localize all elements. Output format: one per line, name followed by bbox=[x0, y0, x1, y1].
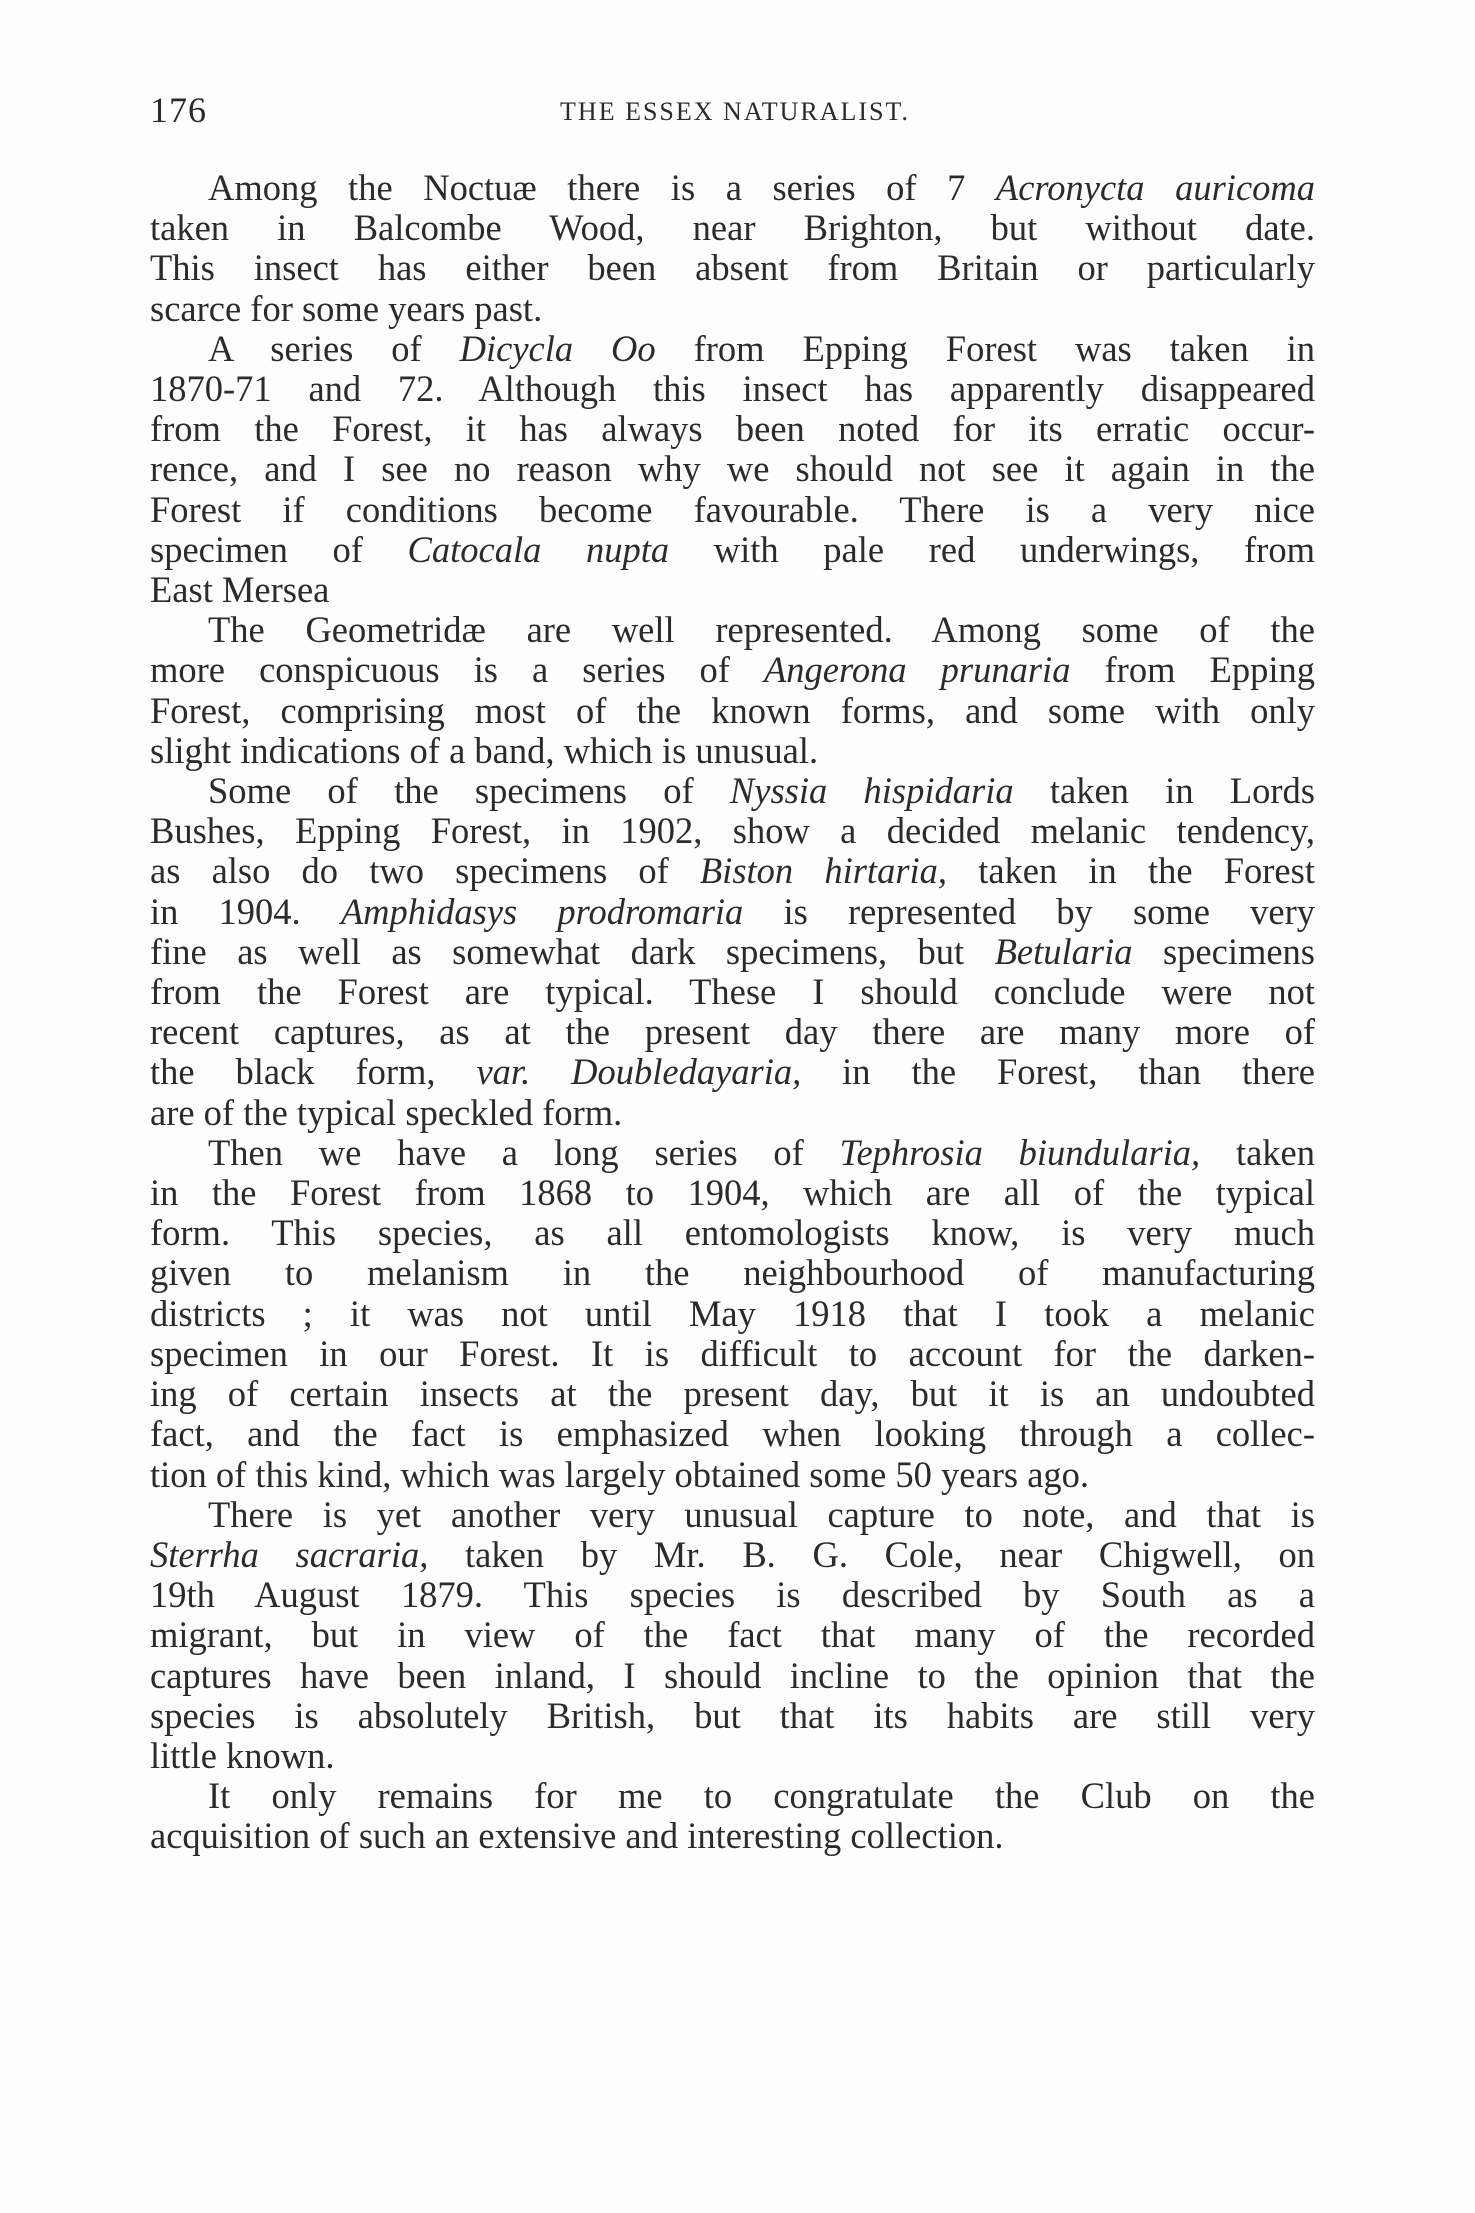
text-run: tion of this kind, which was largely obtained some 50 years ago. bbox=[150, 1453, 1090, 1495]
text-line bbox=[150, 168, 1315, 208]
text-line bbox=[150, 1495, 1315, 1535]
text-run: taken in Lords bbox=[1013, 770, 1315, 812]
text-run: the black form, bbox=[150, 1051, 477, 1093]
italic-name: Tephrosia biundularia, bbox=[839, 1131, 1201, 1173]
text-line bbox=[150, 811, 1315, 851]
text-line bbox=[150, 1736, 1315, 1776]
text-line bbox=[150, 972, 1315, 1012]
text-line bbox=[150, 1294, 1315, 1334]
text-run: little known. bbox=[150, 1734, 335, 1776]
text-line bbox=[150, 1776, 1315, 1816]
text-run: are of the typical speckled form. bbox=[150, 1091, 623, 1133]
italic-name: Dicycla Oo bbox=[459, 327, 656, 369]
text-run: taken in Balcombe Wood, near Brighton, but without date. bbox=[150, 207, 1315, 249]
text-run: species is absolutely British, but that its habits are still very bbox=[150, 1694, 1315, 1736]
paragraph bbox=[150, 610, 1315, 771]
text-run: districts ; it was not until May 1918 that I took a melanic bbox=[150, 1292, 1315, 1334]
text-run: recent captures, as at the present day there are many more of bbox=[150, 1011, 1315, 1053]
text-run: Forest if conditions become favourable. There is a very nice bbox=[150, 488, 1315, 530]
article-body bbox=[150, 168, 1315, 1857]
paragraph bbox=[150, 1133, 1315, 1495]
paragraph bbox=[150, 168, 1315, 329]
text-line bbox=[150, 771, 1315, 811]
text-run: taken in the Forest bbox=[947, 850, 1315, 892]
text-line bbox=[150, 490, 1315, 530]
text-run: captures have been inland, I should incline to the opinion that the bbox=[150, 1654, 1315, 1696]
text-line bbox=[150, 208, 1315, 248]
text-run: The Geometridæ are well represented. Among some of the bbox=[208, 609, 1315, 651]
text-run: East Mersea bbox=[150, 569, 330, 611]
italic-name: Biston hirtaria, bbox=[699, 850, 948, 892]
text-line bbox=[150, 1173, 1315, 1213]
text-line bbox=[150, 1052, 1315, 1092]
text-line bbox=[150, 409, 1315, 449]
text-run: slight indications of a band, which is unusual. bbox=[150, 729, 819, 771]
text-run: form. This species, as all entomologists know, is very much bbox=[150, 1212, 1315, 1254]
text-line bbox=[150, 570, 1315, 610]
text-line bbox=[150, 1535, 1315, 1575]
italic-name: Nyssia hispidaria bbox=[729, 770, 1014, 812]
text-line bbox=[150, 1012, 1315, 1052]
text-run: There is yet another very unusual capture to note, and that is bbox=[208, 1493, 1315, 1535]
text-run: from the Forest, it has always been noted for its erratic occur- bbox=[150, 408, 1315, 450]
italic-name: Amphidasys prodromaria bbox=[340, 890, 744, 932]
text-run: ing of certain insects at the present day, but it is an undoubted bbox=[150, 1373, 1315, 1415]
text-run: is represented by some very bbox=[743, 890, 1316, 932]
paragraph bbox=[150, 771, 1315, 1133]
italic-name: Sterrha sacraria, bbox=[150, 1533, 429, 1575]
italic-name: Acronycta auricoma bbox=[995, 167, 1316, 208]
text-run: given to melanism in the neighbourhood of manufacturing bbox=[150, 1252, 1315, 1294]
text-line bbox=[150, 650, 1315, 690]
italic-name: Betularia bbox=[994, 930, 1133, 972]
text-line bbox=[150, 892, 1315, 932]
text-run: in the Forest, than there bbox=[801, 1051, 1315, 1093]
text-line bbox=[150, 1455, 1315, 1495]
text-run: Then we have a long series of bbox=[208, 1131, 840, 1173]
text-run: rence, and I see no reason why we should not see it again in the bbox=[150, 448, 1315, 490]
text-run: 19th August 1879. This species is described by South as a bbox=[150, 1574, 1315, 1616]
text-line bbox=[150, 1253, 1315, 1293]
text-run: in 1904. bbox=[150, 890, 341, 932]
text-run: specimen in our Forest. It is difficult to account for the darken- bbox=[150, 1332, 1315, 1374]
paragraph bbox=[150, 1776, 1315, 1856]
italic-name: Angerona prunaria bbox=[763, 649, 1071, 691]
text-line bbox=[150, 1575, 1315, 1615]
text-line bbox=[150, 369, 1315, 409]
text-line bbox=[150, 1133, 1315, 1173]
text-run: from Epping bbox=[1070, 649, 1315, 691]
italic-name: var. Doubledayaria, bbox=[476, 1051, 802, 1093]
text-run: in the Forest from 1868 to 1904, which are all of the typical bbox=[150, 1172, 1315, 1214]
text-run: It only remains for me to congratulate the Club on the bbox=[208, 1775, 1315, 1817]
text-line bbox=[150, 1656, 1315, 1696]
text-run: with pale red underwings, from bbox=[669, 528, 1315, 570]
text-run: Bushes, Epping Forest, in 1902, show a decided melanic tendency, bbox=[150, 810, 1315, 852]
page-header bbox=[150, 88, 1320, 132]
text-line bbox=[150, 1093, 1315, 1133]
text-run: This insect has either been absent from Britain or particularly bbox=[150, 247, 1315, 289]
text-run: 1870-71 and 72. Although this insect has apparently disappeared bbox=[150, 368, 1315, 410]
text-line bbox=[150, 610, 1315, 650]
text-run: Some of the specimens of bbox=[208, 770, 730, 812]
text-line bbox=[150, 1213, 1315, 1253]
page-number: 176 bbox=[150, 90, 207, 130]
text-line bbox=[150, 449, 1315, 489]
text-run: taken bbox=[1200, 1131, 1315, 1173]
paragraph bbox=[150, 329, 1315, 610]
text-line bbox=[150, 691, 1315, 731]
text-line bbox=[150, 530, 1315, 570]
text-run: taken by Mr. B. G. Cole, near Chigwell, on bbox=[428, 1533, 1315, 1575]
text-run: more conspicuous is a series of bbox=[150, 649, 764, 691]
text-run: from Epping Forest was taken in bbox=[655, 327, 1316, 369]
text-line bbox=[150, 1696, 1315, 1736]
text-run: as also do two specimens of bbox=[150, 850, 700, 892]
text-line bbox=[150, 1615, 1315, 1655]
text-line bbox=[150, 1816, 1315, 1856]
text-line bbox=[150, 1414, 1315, 1454]
text-run: from the Forest are typical. These I should conclude were not bbox=[150, 971, 1315, 1013]
text-run: fine as well as somewhat dark specimens, but bbox=[150, 930, 995, 972]
text-line bbox=[150, 1374, 1315, 1414]
running-title: THE ESSEX NATURALIST. bbox=[560, 97, 910, 126]
text-line bbox=[150, 851, 1315, 891]
text-run: fact, and the fact is emphasized when looking through a collec- bbox=[150, 1413, 1315, 1455]
text-run: A series of bbox=[208, 327, 460, 369]
text-run: Forest, comprising most of the known forms, and some with only bbox=[150, 689, 1315, 731]
italic-name: Catocala nupta bbox=[407, 528, 670, 570]
paragraph bbox=[150, 1495, 1315, 1776]
text-run: Among the Noctuæ there is a series of 7 bbox=[208, 167, 996, 208]
text-run: specimen of bbox=[150, 528, 408, 570]
text-run: acquisition of such an extensive and interesting collection. bbox=[150, 1815, 1004, 1857]
text-line bbox=[150, 248, 1315, 288]
text-run: migrant, but in view of the fact that many of the recorded bbox=[150, 1614, 1315, 1656]
text-line bbox=[150, 1334, 1315, 1374]
text-line bbox=[150, 329, 1315, 369]
text-line bbox=[150, 731, 1315, 771]
text-run: scarce for some years past. bbox=[150, 287, 543, 329]
text-line bbox=[150, 932, 1315, 972]
text-line bbox=[150, 289, 1315, 329]
text-run: specimens bbox=[1132, 930, 1316, 972]
